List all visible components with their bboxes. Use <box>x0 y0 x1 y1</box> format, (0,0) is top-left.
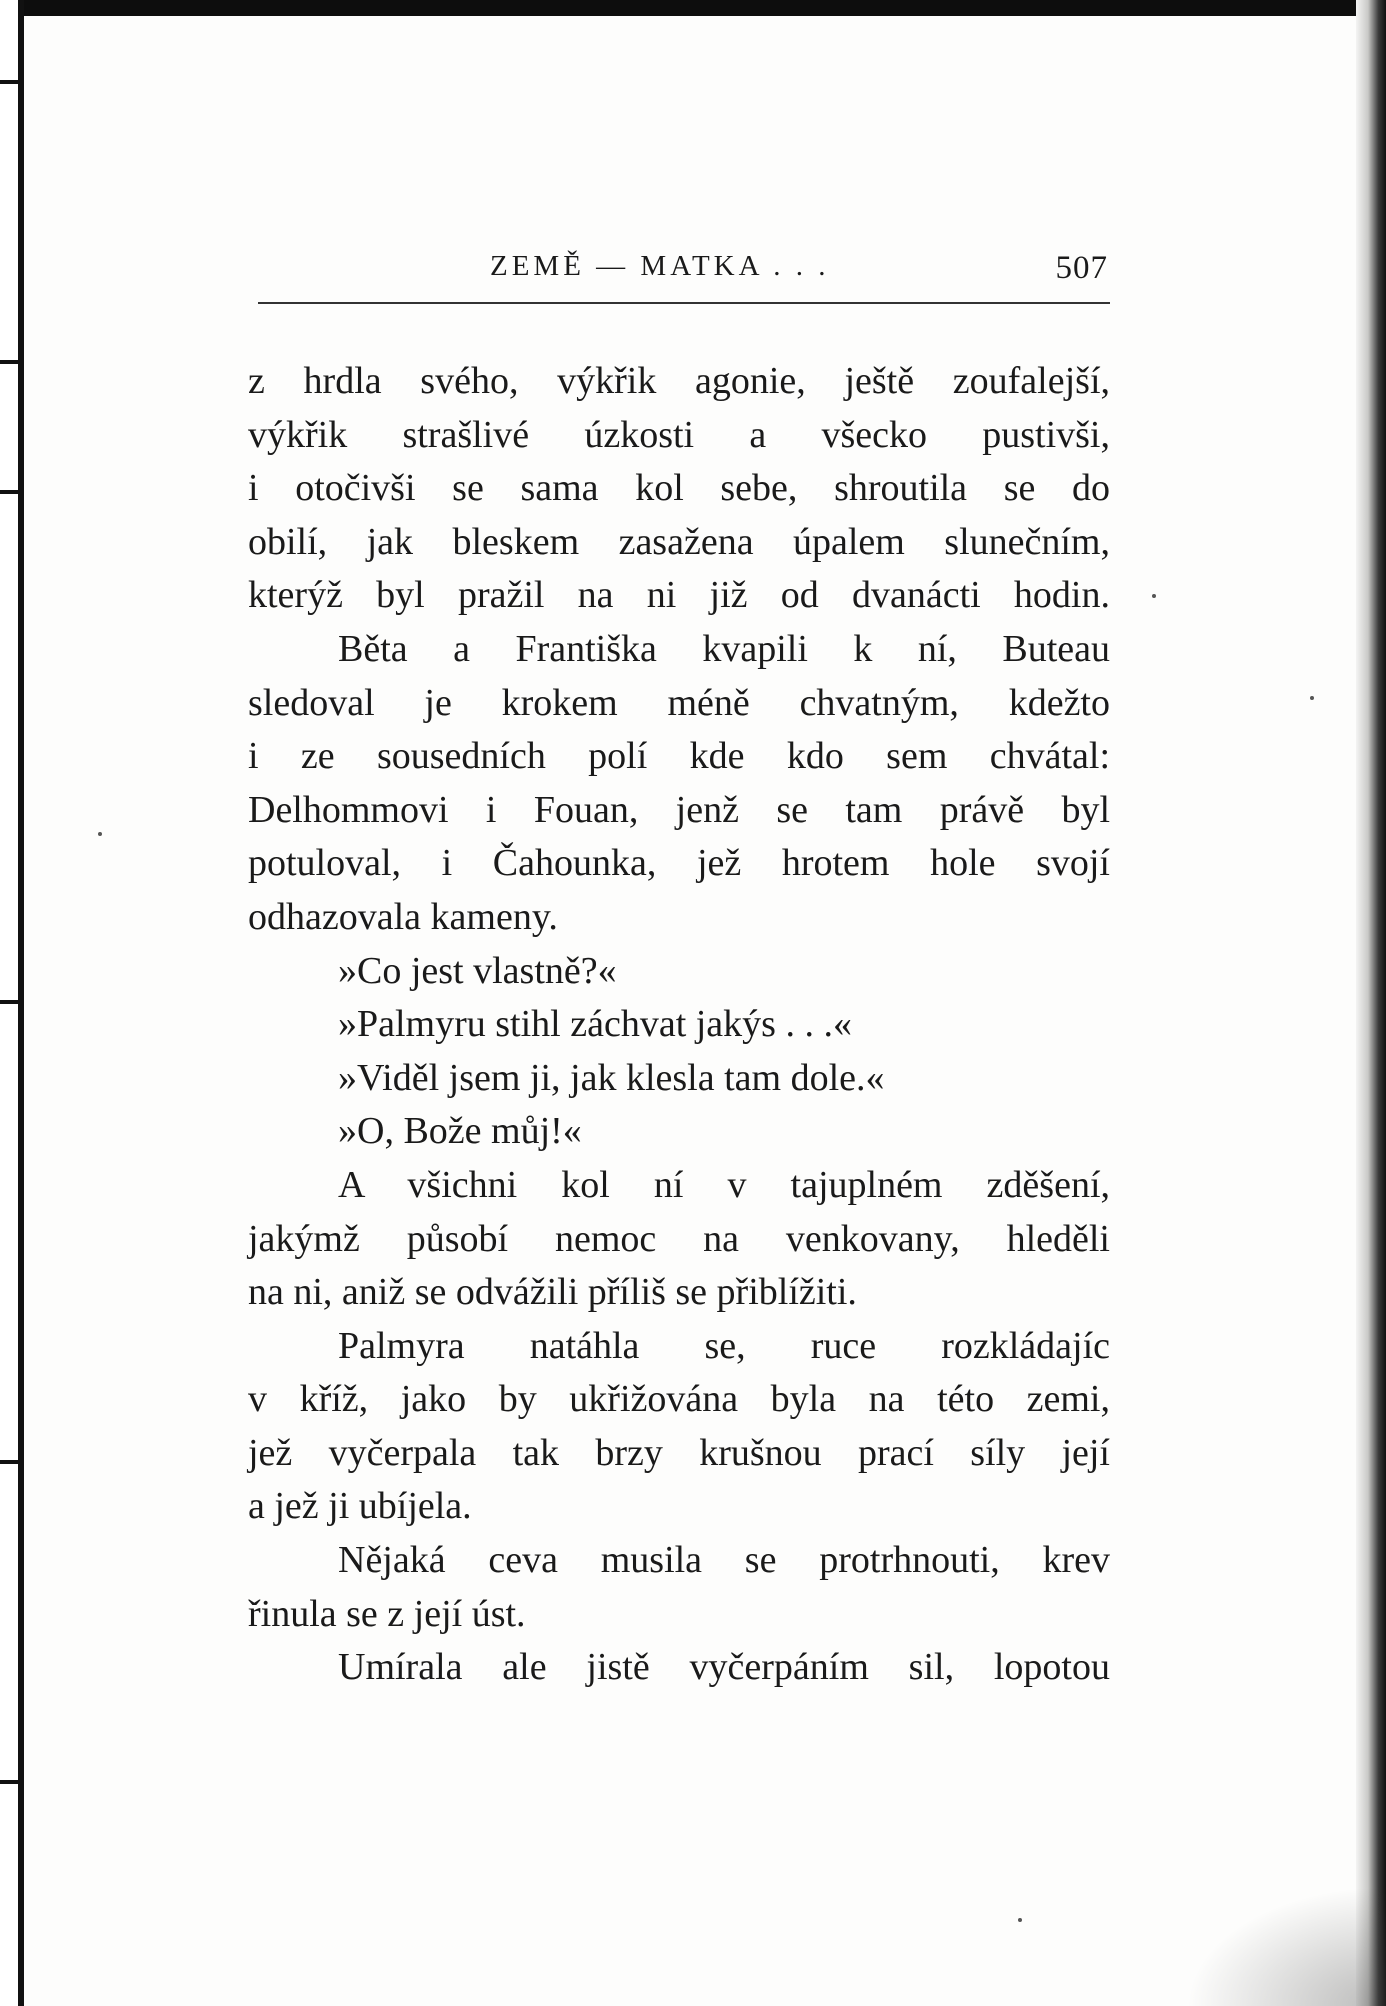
text-line: Nějaká ceva musila se protrhnouti, krev <box>338 1539 1110 1582</box>
edge-tick <box>0 360 22 364</box>
edge-tick <box>0 80 22 84</box>
page-shadow <box>1186 1886 1386 2006</box>
edge-tick <box>0 490 22 494</box>
text-line: i ze sousedních polí kde kdo sem chvátal: <box>248 735 1110 778</box>
text-line: výkřik strašlivé úzkosti a všecko pustivši, <box>248 413 1110 456</box>
dust-speck <box>98 832 102 836</box>
text-line: řinula se z její úst. <box>248 1592 526 1635</box>
dialogue-line: »O, Bože můj!« <box>338 1110 582 1153</box>
text-line: Běta a Františka kvapili k ní, Buteau <box>338 627 1110 670</box>
edge-tick <box>0 1780 22 1784</box>
book-edge-right <box>1356 0 1386 2006</box>
book-edge-top <box>0 0 1386 16</box>
dialogue-line: »Co jest vlastně?« <box>338 949 617 992</box>
text-line: kterýž byl pražil na ni již od dvanácti hodin. <box>248 574 1110 617</box>
page-number: 507 <box>1055 250 1108 286</box>
text-line: i otočivši se sama kol sebe, shroutila se do <box>248 467 1110 510</box>
text-line: Palmyra natáhla se, ruce rozkládajíc <box>338 1324 1110 1367</box>
edge-tick <box>0 1460 22 1464</box>
text-line: Delhommovi i Fouan, jenž se tam právě byl <box>248 788 1110 831</box>
text-line: na ni, aniž se odvážili příliš se přiblížiti. <box>248 1271 857 1314</box>
text-line: potuloval, i Čahounka, jež hrotem hole svojí <box>248 842 1110 885</box>
dust-speck <box>1310 696 1314 700</box>
text-line: v kříž, jako by ukřižována byla na této zemi, <box>248 1378 1110 1421</box>
text-line: obilí, jak bleskem zasažena úpalem slunečním, <box>248 520 1110 563</box>
page-header <box>258 250 1110 304</box>
dust-speck <box>1152 594 1156 598</box>
edge-tick <box>0 1000 22 1004</box>
text-line: sledoval je krokem méně chvatným, kdežto <box>248 681 1110 724</box>
dialogue-line: »Viděl jsem ji, jak klesla tam dole.« <box>338 1056 885 1099</box>
dust-speck <box>1018 1918 1022 1922</box>
text-line: A všichni kol ní v tajuplném zděšení, <box>338 1163 1110 1206</box>
text-line: z hrdla svého, výkřik agonie, ještě zoufalejší, <box>248 360 1110 402</box>
text-line: a jež ji ubíjela. <box>248 1485 472 1528</box>
dialogue-line: »Palmyru stihl záchvat jakýs . . .« <box>338 1003 852 1046</box>
text-line: odhazovala kameny. <box>248 895 558 938</box>
text-line: jakýmž působí nemoc na venkovany, hleděli <box>248 1217 1110 1260</box>
text-line: Umírala ale jistě vyčerpáním sil, lopotou <box>338 1646 1110 1689</box>
text-line: jež vyčerpala tak brzy krušnou prací síly její <box>248 1431 1110 1474</box>
body-text <box>248 355 1110 1695</box>
running-title: ZEMĚ — MATKA . . . <box>490 250 830 282</box>
